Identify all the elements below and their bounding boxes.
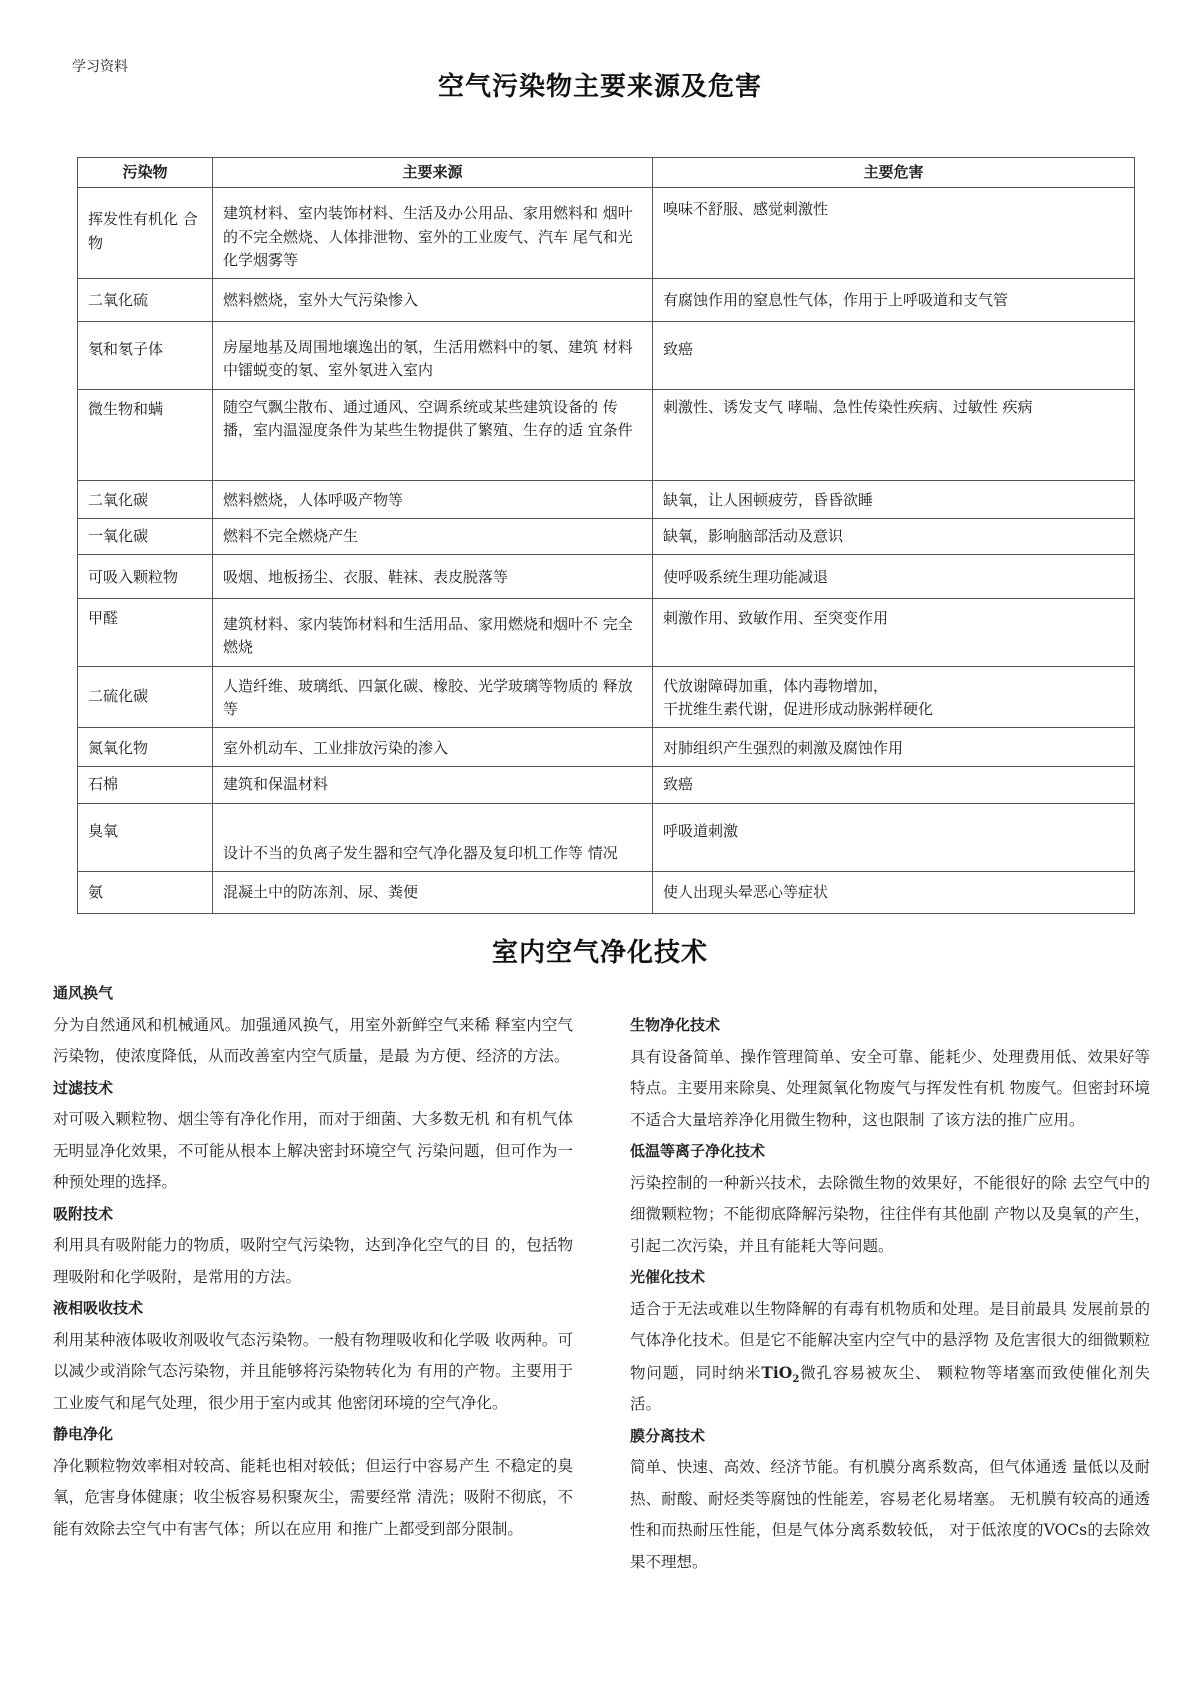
table-row [78,803,1135,871]
technique-heading: 通风换气 [53,984,114,1002]
technique-body: 简单、快速、高效、经济节能。有机膜分离系数高，但气体通透 量低以及耐热、耐酸、耐烃类等腐蚀的性能差，容易老化易堵塞。 无机膜有较高的通透性和而热耐压性能，但是气体分离系数较低， 对于低浓度的VOCs的去除效果不理想。 [630,1458,1150,1571]
technique-heading: 低温等离子净化技术 [630,1142,766,1160]
pollutant-cell: 氡和氡子体 [78,322,213,390]
technique-body [630,1294,1150,1421]
harm-cell: 嗅味不舒服、感觉刺激性 [653,188,1135,279]
source-cell: 混凝土中的防冻剂、尿、粪便 [213,871,653,913]
table-row [78,188,1135,279]
column-header-harm: 主要危害 [653,158,1135,188]
table-row [78,389,1135,480]
pollutant-cell: 臭氧 [78,803,213,871]
table-row [78,728,1135,767]
technique-body: 对可吸入颗粒物、烟尘等有净化作用，而对于细菌、大多数无机 和有机气体无明显净化效果，不可能从根本上解决密封环境空气 污染问题，但可作为一种预处理的选择。 [53,1110,573,1191]
document-title: 空气污染物主要来源及危害 [437,72,762,102]
pollutant-cell: 氮氧化物 [78,728,213,767]
section-title: 室内空气净化技术 [491,938,708,968]
techniques-left-column [53,978,573,1545]
harm-cell: 缺氧，让人困顿疲劳，昏昏欲睡 [653,480,1135,518]
chemical-formula [761,1362,800,1385]
source-cell: 室外机动车、工业排放污染的渗入 [213,728,653,767]
formula-subscript: 2 [792,1373,800,1385]
pollutant-cell: 甲醛 [78,599,213,667]
technique-body: 具有设备简单、操作管理简单、安全可靠、能耗少、处理费用低、效果好等特点。主要用来除臭、处理氮氧化物废气与挥发性有机 物废气。但密封环境不适合大量培养净化用微生物种，这也限制 了该方法的推广应用。 [630,1047,1150,1129]
pollutant-cell: 可吸入颗粒物 [78,555,213,599]
source-cell: 燃料燃烧，人体呼吸产物等 [213,480,653,518]
source-cell: 吸烟、地板扬尘、衣服、鞋袜、表皮脱落等 [213,555,653,599]
source-cell: 设计不当的负离子发生器和空气净化器及复印机工作等 情况 [213,803,653,871]
harm-cell [653,666,1135,728]
pollutant-cell: 二氧化硫 [78,279,213,322]
table-row [78,518,1135,554]
table-row [78,555,1135,599]
formula-text: TiO [761,1362,793,1382]
pollutant-cell: 微生物和螨 [78,389,213,480]
table-row [78,480,1135,518]
technique-body: 分为自然通风和机械通风。加强通风换气，用室外新鲜空气来稀 释室内空气污染物，使浓度降低，从而改善室内空气质量，是最 为方便、经济的方法。 [53,1015,573,1065]
column-header-pollutant: 污染物 [78,158,213,188]
column-header-source: 主要来源 [213,158,653,188]
techniques-right-column [630,1010,1150,1578]
pollutant-cell: 氨 [78,871,213,913]
table-row [78,279,1135,322]
technique-heading: 生物净化技术 [630,1016,721,1034]
table-header-row [78,158,1135,188]
table-row [78,871,1135,913]
source-cell: 人造纤维、玻璃纸、四氯化碳、橡胶、光学玻璃等物质的 释放等 [213,666,653,728]
source-cell: 燃料不完全燃烧产生 [213,518,653,554]
technique-body: 利用具有吸附能力的物质，吸附空气污染物，达到净化空气的目 的，包括物理吸附和化学吸附，是常用的方法。 [53,1236,573,1286]
table-row [78,322,1135,390]
pollutant-table [77,157,1135,914]
table-row [78,599,1135,667]
harm-line: 干扰维生素代谢，促进形成动脉粥样硬化 [663,699,934,718]
technique-body-text: 微孔容易被灰尘、 颗粒物等堵塞而致使催化剂失活。 [630,1363,1150,1413]
source-cell: 燃料燃烧，室外大气污染惨入 [213,279,653,322]
harm-cell: 有腐蚀作用的窒息性气体，作用于上呼吸道和支气管 [653,279,1135,322]
technique-body-text: 适合于无法或难以生物降解的有毒有机物质和处理。是目前最具 发展前景的气体净化技术。但是它不能解决室内空气中的悬浮物 及危害很大的细微颗粒物问题，同时纳米 [630,1299,1150,1382]
harm-cell: 呼吸道刺激 [653,803,1135,871]
technique-heading: 静电净化 [53,1425,114,1443]
table-row [78,666,1135,728]
technique-body: 利用某种液体吸收剂吸收气态污染物。一般有物理吸收和化学吸 收两种。可以减少或消除气态污染物，并且能够将污染物转化为 有用的产物。主要用于工业废气和尾气处理，很少用于室内或其 他密闭环境的空气净化。 [53,1330,573,1412]
technique-heading: 膜分离技术 [630,1426,706,1445]
technique-heading: 过滤技术 [53,1078,114,1097]
technique-heading: 液相吸收技术 [53,1299,144,1317]
pollutant-cell: 二硫化碳 [78,666,213,728]
technique-body: 污染控制的一种新兴技术，去除微生物的效果好，不能很好的除 去空气中的细微颗粒物；不能彻底降解污染物，往往伴有其他副 产物以及臭氧的产生，引起二次污染，并且有能耗大等问题。 [630,1173,1150,1255]
technique-body: 净化颗粒物效率相对较高、能耗也相对较低；但运行中容易产生 不稳定的臭氧，危害身体健康；收尘板容易积聚灰尘，需要经常 清洗；吸附不彻底，不能有效除去空气中有害气体；所以在应用 和推广上都受到部分限制。 [53,1456,573,1538]
header-label: 学习资料 [72,59,128,75]
harm-cell: 刺激作用、致敏作用、至突变作用 [653,599,1135,667]
harm-cell: 缺氧，影响脑部活动及意识 [653,518,1135,554]
pollutant-cell: 石棉 [78,767,213,803]
pollutant-cell: 一氧化碳 [78,518,213,554]
harm-cell: 对肺组织产生强烈的刺激及腐蚀作用 [653,728,1135,767]
source-cell: 建筑和保温材料 [213,767,653,803]
technique-heading: 光催化技术 [630,1268,706,1286]
pollutant-cell: 挥发性有机化 合物 [78,188,213,279]
harm-cell: 刺激性、诱发支气 哮喘、急性传染性疾病、过敏性 疾病 [653,389,1135,480]
harm-cell: 使呼吸系统生理功能减退 [653,555,1135,599]
source-cell: 建筑材料、室内装饰材料、生活及办公用品、家用燃料和 烟叶的不完全燃烧、人体排泄物、室外的工业废气、汽车 尾气和光化学烟雾等 [213,188,653,279]
table-row [78,767,1135,803]
source-cell: 房屋地基及周围地壤逸出的氡，生活用燃料中的氡、建筑 材料中镭蜕变的氡、室外氡进入室内 [213,322,653,390]
harm-cell: 致癌 [653,767,1135,803]
source-cell: 随空气飘尘散布、通过通风、空调系统或某些建筑设备的 传播，室内温湿度条件为某些生物提供了繁殖、生存的适 宜条件 [213,389,653,480]
harm-cell: 致癌 [653,322,1135,390]
harm-line: 代放谢障碍加重，体内毒物增加， [663,676,889,695]
source-cell: 建筑材料、家内装饰材料和生活用品、家用燃烧和烟叶不 完全燃烧 [213,599,653,667]
pollutant-cell: 二氧化碳 [78,480,213,518]
technique-heading: 吸附技术 [53,1204,114,1223]
harm-cell: 使人出现头晕恶心等症状 [653,871,1135,913]
